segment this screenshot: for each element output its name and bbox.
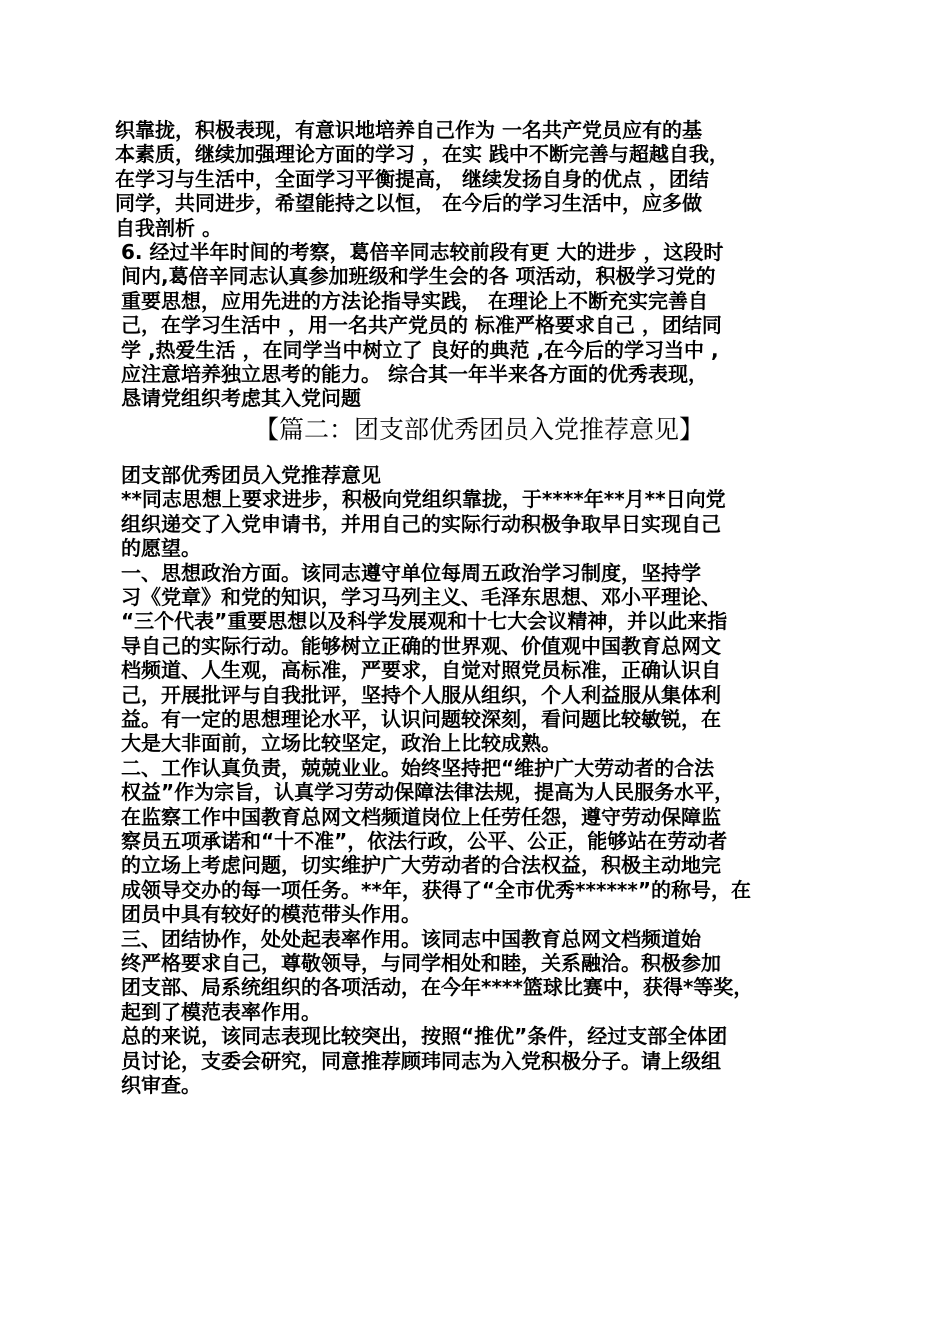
text-line: 6. 经过半年时间的考察，葛倍辛同志较前段有更 大的进步 ，这段时 (121, 240, 724, 265)
text-line: 起到了模范表率作用。 (121, 999, 321, 1024)
text-line: 益。有一定的思想理论水平，认识问题较深刻，看问题比较敏锐，在 (121, 706, 721, 731)
text-line: 权益”作为宗旨，认真学习劳动保障法律法规，提高为人民服务水平， (121, 780, 735, 805)
text-line: 自我剖析 。 (115, 215, 222, 240)
text-line: 大是大非面前，立场比较坚定，政治上比较成熟。 (121, 731, 561, 756)
text-line: 学 ,热爱生活 ，在同学当中树立了 良好的典范 ,在今后的学习当中 , (121, 337, 719, 362)
text-line: 三、团结协作，处处起表率作用。该同志中国教育总网文档频道始 (121, 926, 701, 951)
text-line: 团员中具有较好的模范带头作用。 (121, 902, 421, 927)
paragraph-self-improvement (115, 118, 843, 240)
text-line: 习《党章》和党的知识，学习马列主义、毛泽东思想、邓小平理论、 (121, 584, 721, 609)
text-line: 间内,葛倍辛同志认真参加班级和学生会的各 项活动，积极学习党的 (121, 264, 716, 289)
text-line: 重要思想，应用先进的方法论指导实践， 在理论上不断充实完善自 (121, 288, 708, 313)
text-line: 团支部、局系统组织的各项活动，在今年****篮球比赛中，获得*等奖， (121, 975, 754, 1000)
text-line: 的立场上考虑问题，切实维护广大劳动者的合法权益，积极主动地完 (121, 853, 721, 878)
text-line: 己，在学习生活中 ，用一名共产党员的 标准严格要求自己 ，团结同 (121, 313, 722, 338)
text-line: 总的来说，该同志表现比较突出，按照“推优”条件，经过支部全体团 (121, 1024, 728, 1049)
text-line: 成领导交办的每一项任务。**年，获得了“全市优秀******”的称号，在 (121, 877, 751, 902)
paragraph-conclusion (115, 1024, 843, 1097)
text-line: 档频道、人生观，高标准，严要求，自觉对照党员标准，正确认识自 (121, 658, 721, 683)
text-line: 恳请党组织考虑其入党问题 (121, 386, 361, 411)
text-line: 本素质，继续加强理论方面的学习 ，在实 践中不断完善与超越自我， (115, 142, 729, 167)
text-line: “三个代表”重要思想以及科学发展观和十七大会议精神，并以此来指 (121, 609, 728, 634)
paragraph-item-6 (115, 240, 843, 411)
text-line: 的愿望。 (121, 536, 201, 561)
text-line: 组织递交了入党申请书，并用自己的实际行动积极争取早日实现自己 (121, 511, 721, 536)
text-line: 己，开展批评与自我批评，坚持个人服从组织，个人利益服从集体利 (121, 682, 721, 707)
text-line: 织审查。 (121, 1073, 201, 1098)
paragraph-work (115, 756, 843, 927)
text-line: 终严格要求自己，尊敬领导，与同学相处和睦，关系融洽。积极参加 (121, 951, 721, 975)
text-line: 导自己的实际行动。能够树立正确的世界观、价值观中国教育总网文 (121, 633, 721, 658)
section-heading: 【篇二：团支部优秀团员入党推荐意见】 (253, 414, 704, 444)
document-page (115, 118, 843, 1097)
text-line: 在学习与生活中，全面学习平衡提高， 继续发扬自身的优点 ，团结 (115, 166, 709, 191)
document-title (115, 463, 843, 487)
paragraph-teamwork (115, 927, 843, 1025)
text-line: 织靠拢，积极表现，有意识地培养自己作为 一名共产党员应有的基 (115, 118, 702, 142)
text-line: **同志思想上要求进步，积极向党组织靠拢，于****年**月**日向党 (121, 487, 726, 512)
paragraph-intro (115, 487, 843, 560)
text-line: 察员五项承诺和“十不准”，依法行政，公平、公正，能够站在劳动者 (121, 828, 728, 853)
title-line: 团支部优秀团员入党推荐意见 (121, 462, 381, 487)
text-line: 在监察工作中国教育总网文档频道岗位上任劳任怨，遵守劳动保障监 (121, 804, 721, 829)
text-line: 同学，共同进步，希望能持之以恒， 在今后的学习生活中，应多做 (115, 191, 702, 216)
text-line: 一、思想政治方面。该同志遵守单位每周五政治学习制度，坚持学 (121, 560, 701, 585)
paragraph-political (115, 561, 843, 756)
text-line: 员讨论，支委会研究，同意推荐顾玮同志为入党积极分子。请上级组 (121, 1048, 721, 1073)
spacer (115, 447, 843, 463)
text-line: 二、工作认真负责，兢兢业业。始终坚持把“维护广大劳动者的合法 (121, 755, 715, 780)
text-line: 应注意培养独立思考的能力。 综合其一年半来各方面的优秀表现， (121, 362, 708, 387)
